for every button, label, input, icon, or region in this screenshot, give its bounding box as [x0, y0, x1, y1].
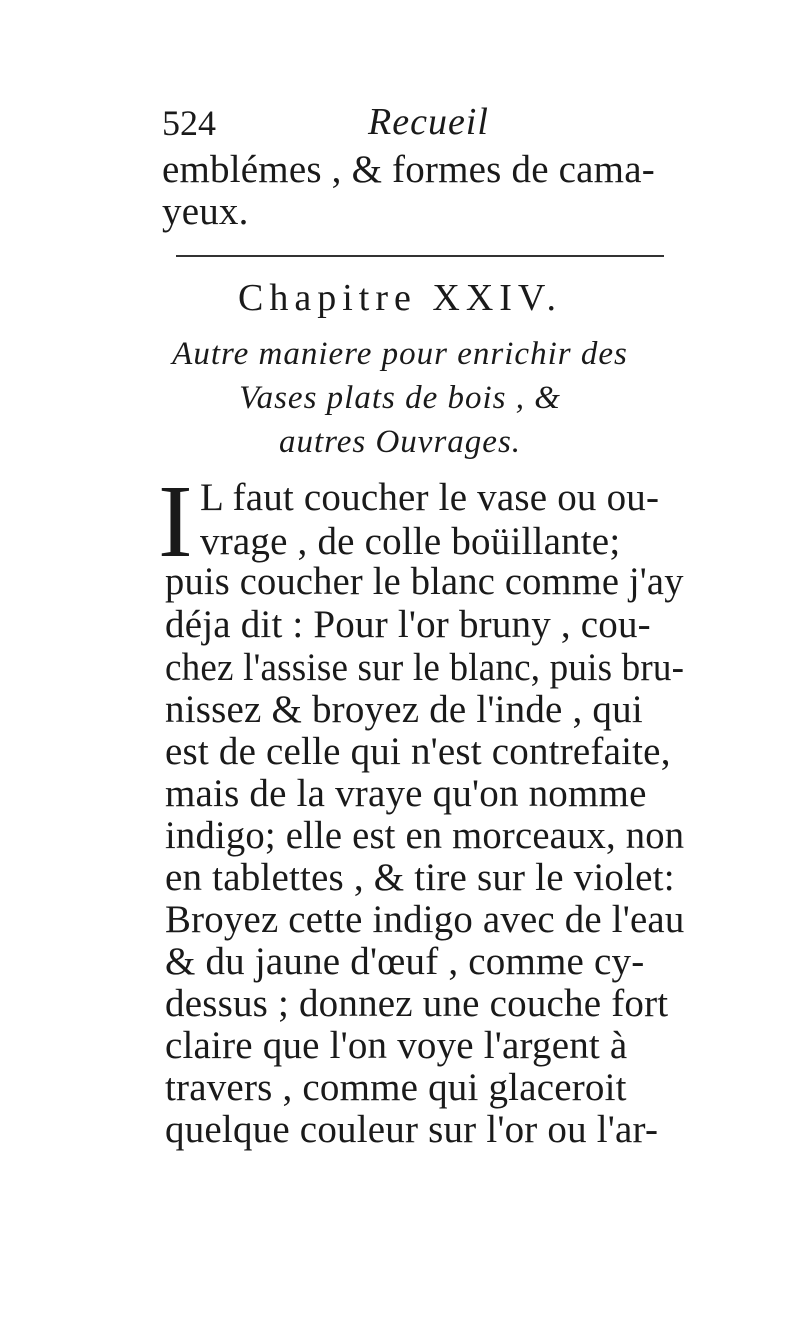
body-line: claire que l'on voye l'argent à — [165, 1024, 628, 1067]
body-line: dessus ; donnez une couche fort — [165, 982, 669, 1025]
body-line: indigo; elle est en morceaux, non — [165, 814, 685, 857]
body-line: mais de la vraye qu'on nomme — [165, 772, 647, 815]
body-line: déja dit : Pour l'or bruny , cou- — [165, 603, 651, 646]
section-divider — [176, 255, 664, 257]
body-line: vrage , de colle boüillante; — [200, 520, 621, 563]
body-line: puis coucher le blanc comme j'ay — [165, 560, 684, 603]
body-line: Broyez cette indigo avec de l'eau — [165, 898, 685, 941]
body-line: quelque couleur sur l'or ou l'ar- — [165, 1108, 659, 1151]
drop-cap: I — [158, 464, 193, 579]
continuation-line: emblémes , & formes de cama- — [162, 148, 655, 191]
body-line: L faut coucher le vase ou ou- — [200, 476, 660, 519]
chapter-subtitle-line: Vases plats de bois , & — [239, 380, 561, 416]
chapter-heading: Chapitre XXIV. — [238, 277, 562, 319]
continuation-line: yeux. — [162, 190, 249, 233]
body-line: est de celle qui n'est contrefaite, — [165, 730, 671, 773]
page-number: 524 — [162, 103, 216, 143]
body-line: nissez & broyez de l'inde , qui — [165, 688, 643, 731]
body-line: en tablettes , & tire sur le violet: — [165, 856, 675, 899]
body-line: chez l'assise sur le blanc, puis bru- — [165, 646, 685, 689]
chapter-subtitle-line: Autre maniere pour enrichir des — [172, 336, 628, 372]
chapter-subtitle-line: autres Ouvrages. — [278, 424, 522, 460]
running-title: Recueil — [368, 101, 489, 143]
body-line: travers , comme qui glaceroit — [165, 1066, 627, 1109]
body-line: & du jaune d'œuf , comme cy- — [165, 940, 645, 983]
